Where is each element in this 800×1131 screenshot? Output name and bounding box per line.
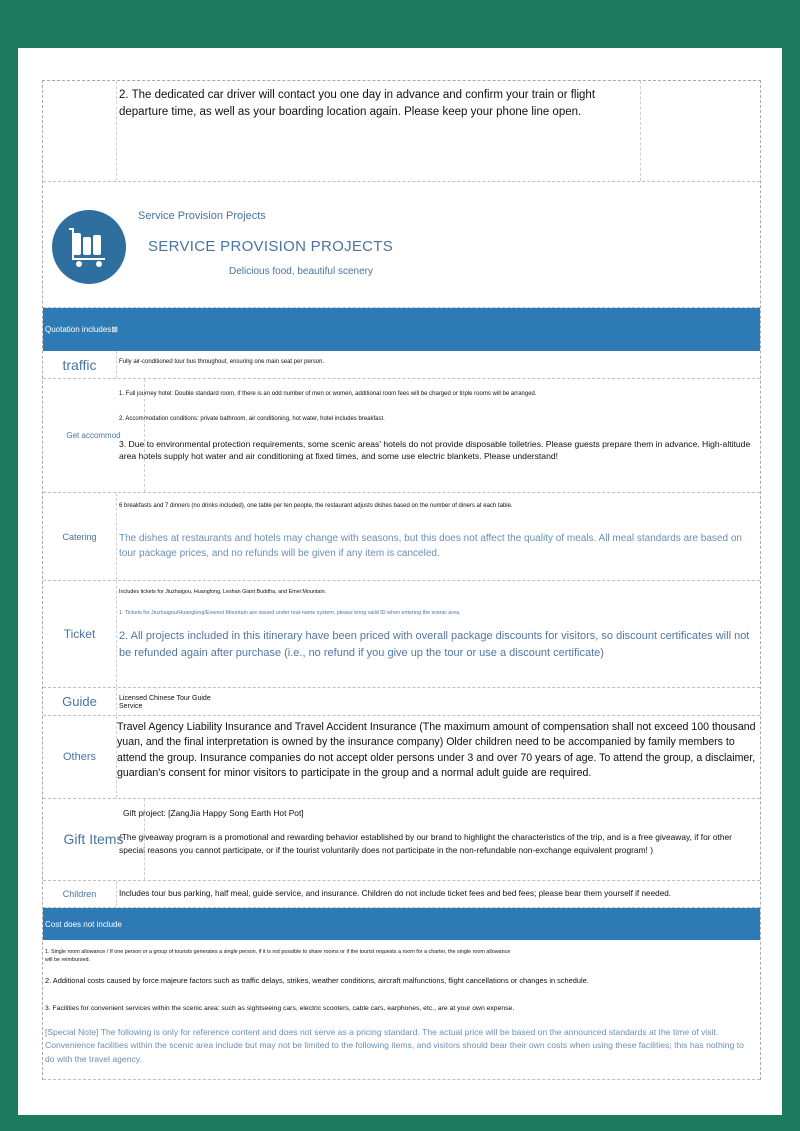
others-text: Travel Agency Liability Insurance and Travel Accident Insurance (The maximum amount of compensation shall not exceed 100 thousand yuan, and the final interpretation is owned by the insurance company) Older children need to be accompanied by family members to attend the group. Insurance companies do not accept older persons under 3 and over 70 years of age. To attend the group, a disclaimer, guardian's consent for minor visitors to participate in the group and a normal adult guide are required. <box>117 721 756 780</box>
gift-line1: Gift project: [ZangJia Happy Song Earth Hot Pot] <box>123 808 304 818</box>
row-traffic <box>43 351 760 379</box>
excluded-note: [Special Note] The following is only for reference content and does not serve as a pricing standard. The actual price will be based on the announced standards at the time of visit. Convenience facilities within the scenic area include but may not be limited to the following items, and visitors should bear their own costs when using these facilities; this has nothing to do with the travel agency. <box>45 1027 744 1064</box>
top-note-text: 2. The dedicated car driver will contact you one day in advance and confirm your train or flight departure time, as well as your boarding location again. Please keep your phone line open. <box>119 89 596 118</box>
gift-line2: (The giveaway program is a promotional and rewarding behavior established by our brand to highlight the characteristics of the trip, and is a free giveaway, if for other special reasons you cannot participate, or if the tourist voluntarily does not participate in the non-refundable non-exchange equivalent program! ) <box>119 832 732 855</box>
logo-badge <box>52 210 126 284</box>
accommodation-line3: 3. Due to environmental protection requirements, some scenic areas' hotels do not provide disposable toiletries. Please guests prepare them in advance. High-altitude area hotels supply hot water and air conditioning at fixed times, and some use electric blankets. Please understand! <box>119 439 751 461</box>
guide-line1: Licensed Chinese Tour Guide <box>119 695 211 702</box>
catering-content <box>119 493 760 563</box>
row-ticket <box>43 581 760 688</box>
label-traffic: traffic <box>43 351 117 378</box>
label-gift: Gift Items <box>43 799 145 880</box>
empty-left-cell <box>43 81 117 181</box>
label-catering: Catering <box>43 493 117 580</box>
header-tagline: Delicious food, beautiful scenery <box>229 266 373 277</box>
header-title-large: SERVICE PROVISION PROJECTS <box>148 238 394 255</box>
section-band-included <box>43 308 760 351</box>
row-guide <box>43 688 760 716</box>
empty-right-cell <box>640 81 760 181</box>
service-header <box>43 182 760 308</box>
row-others <box>43 716 760 799</box>
included-heading: Quotation includes⊠ <box>45 325 118 334</box>
ticket-content <box>119 581 760 664</box>
accommodation-content <box>119 379 760 464</box>
ticket-line1: Includes tickets for Jiuzhaigou, Huanglong, Leshan Giant Buddha, and Emei Mountain. <box>119 589 327 595</box>
excluded-list <box>43 940 760 1068</box>
document-page <box>18 48 782 1115</box>
header-title-small: Service Provision Projects <box>138 210 266 222</box>
row-gift-items <box>43 799 760 881</box>
catering-line2: The dishes at restaurants and hotels may change with seasons, but this does not affect the quality of meals. All meal standards are based on tour package prices, and no refunds will be given if any item is canceled. <box>119 533 742 559</box>
excluded-line1b: will be reimbursed. <box>45 957 90 963</box>
catering-line1: 6 breakfasts and 7 dinners (no drinks included), one table per ten people, the restaurant adjusts dishes based on the number of diners at each table. <box>119 503 513 509</box>
children-text: Includes tour bus parking, half meal, guide service, and insurance. Children do not include ticket fees and bed fees; please bear them yourself if needed. <box>119 889 672 898</box>
row-catering <box>43 493 760 581</box>
guide-line2: Service <box>119 703 143 710</box>
row-accommodation <box>43 379 760 493</box>
label-accommodation: Get accommod <box>43 379 145 492</box>
ticket-line3: 2. All projects included in this itinerary have been priced with overall package discounts for visitors, so discount certificates will not be refunded again after purchase (i.e., no refund if you give up the tour or use a discount certificate) <box>119 630 750 659</box>
excluded-line3: 3. Facilities for convenient services within the scenic area: such as sightseeing cars, electric scooters, cable cars, earphones, etc., are at your own expense. <box>45 1005 515 1012</box>
gift-content <box>119 799 760 859</box>
excluded-line1a: 1. Single room allowance / If one person or a group of tourists generates a single person, if it is not possible to share rooms or if the tourist requests a room for a charter, the single room allowance <box>45 949 511 955</box>
label-guide: Guide <box>43 688 117 715</box>
section-band-excluded <box>43 908 760 940</box>
excluded-content <box>43 940 760 1080</box>
accommodation-line1: 1. Full journey hotel: Double standard room, if there is an odd number of men or women, additional room fees will be charged or triple rooms will be arranged. <box>119 391 537 397</box>
label-ticket: Ticket <box>43 581 117 687</box>
excluded-heading: Cost does not include <box>45 919 122 929</box>
top-note-row <box>43 81 760 182</box>
itinerary-table <box>42 80 761 1080</box>
accommodation-line2: 2. Accommodation conditions: private bathroom, air conditioning, hot water, hotel includes breakfast. <box>119 416 385 422</box>
traffic-text: Fully air-conditioned tour bus throughout, ensuring one main seat per person. <box>119 359 325 365</box>
luggage-cart-icon <box>65 223 113 271</box>
guide-content <box>119 688 760 713</box>
label-others: Others <box>43 716 117 798</box>
excluded-line2: 2. Additional costs caused by force majeure factors such as traffic delays, strikes, weather conditions, aircraft malfunctions, flight cancellations or changes in schedule. <box>45 976 589 985</box>
ticket-line2: 1. Tickets for Jiuzhaigou/Huanglong/Everest Mountain are issued under real-name system, please bring valid ID when entering the scenic area. <box>119 610 461 616</box>
label-children: Children <box>43 881 117 907</box>
row-children <box>43 881 760 908</box>
